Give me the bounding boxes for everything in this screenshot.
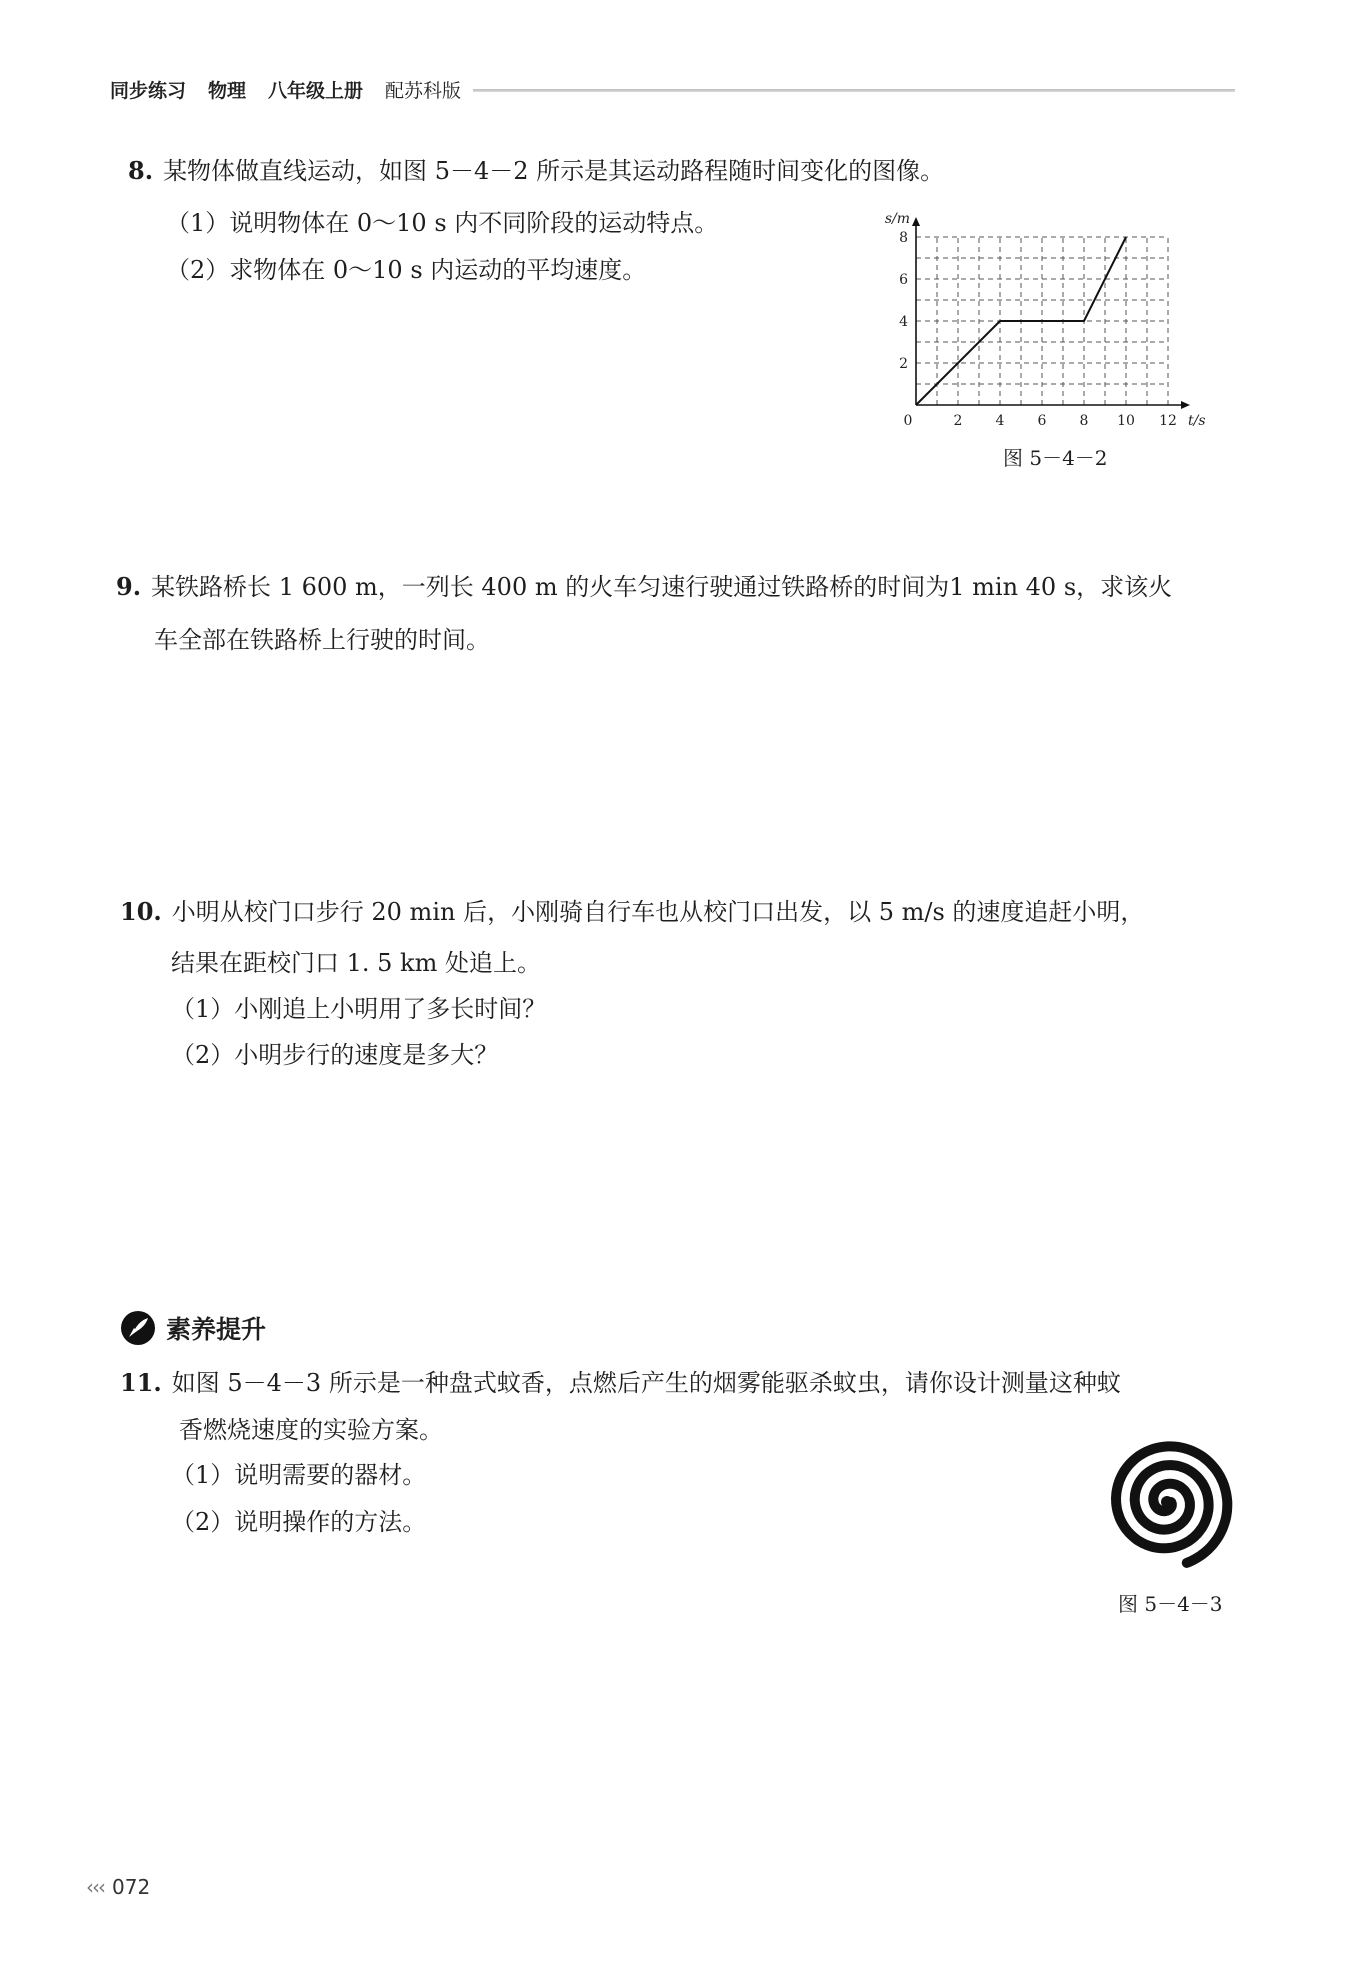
x-tick-label: 8 <box>1079 413 1089 429</box>
q11-line1 <box>120 1366 1121 1400</box>
mosquito-coil-spiral-icon <box>1095 1428 1251 1573</box>
x-axis-arrow <box>1181 401 1190 409</box>
y-tick-label: 8 <box>899 230 908 246</box>
q8-number: 8. <box>128 156 154 185</box>
q11-part2: （2）说明操作的方法。 <box>171 1508 427 1536</box>
q10-number: 10. <box>120 897 162 926</box>
header-edition: 配苏科版 <box>385 79 462 102</box>
x-tick-label: 2 <box>953 413 963 429</box>
x-tick-label: 6 <box>1037 413 1047 429</box>
page-header <box>110 74 1235 104</box>
q9-number: 9. <box>116 572 142 601</box>
q9-line1-text: 某铁路桥长 1 600 m，一列长 400 m 的火车匀速行驶通过铁路桥的时间为1 min 40 s，求该火 <box>151 573 1173 601</box>
section-heading <box>120 1310 266 1346</box>
x-tick-label: 0 <box>903 413 913 429</box>
q11-line2: 香燃烧速度的实验方案。 <box>179 1416 443 1444</box>
rocket-badge-icon <box>120 1310 156 1346</box>
y-tick-label: 2 <box>899 356 908 372</box>
figure-5-4-3-caption: 图 5－4－3 <box>1118 1592 1223 1616</box>
q11-number: 11. <box>120 1368 162 1397</box>
page-number: 072 <box>112 1875 151 1899</box>
x-axis-label: t/s <box>1188 413 1206 429</box>
q10-line1 <box>120 895 1144 929</box>
y-axis-arrow <box>912 217 920 226</box>
header-grade: 八年级上册 <box>268 79 364 102</box>
section-title: 素养提升 <box>166 1315 267 1344</box>
x-tick-label: 4 <box>995 413 1005 429</box>
x-tick-label: 12 <box>1159 413 1177 429</box>
q10-line1-text: 小明从校门口步行 20 min 后，小刚骑自行车也从校门口出发，以 5 m/s 的速度追赶小明， <box>171 898 1145 926</box>
x-tick-label: 10 <box>1117 413 1135 429</box>
y-tick-label: 6 <box>899 272 908 288</box>
q8-part2: （2）求物体在 0～10 s 内运动的平均速度。 <box>166 256 647 284</box>
q10-part1: （1）小刚追上小明用了多长时间？ <box>171 995 547 1023</box>
header-subject: 物理 <box>208 79 247 102</box>
header-book-title: 同步练习 <box>110 79 187 102</box>
q8-stem-text: 某物体做直线运动，如图 5－4－2 所示是其运动路程随时间变化的图像。 <box>163 157 945 185</box>
q10-line2: 结果在距校门口 1. 5 km 处追上。 <box>171 949 541 977</box>
q11-line1-text: 如图 5－4－3 所示是一种盘式蚊香，点燃后产生的烟雾能驱杀蚊虫，请你设计测量这种蚊 <box>171 1369 1121 1397</box>
footer-arrows: ‹‹‹ <box>86 1875 104 1899</box>
q11-part1: （1）说明需要的器材。 <box>171 1461 427 1489</box>
q10-part2: （2）小明步行的速度是多大？ <box>171 1041 499 1069</box>
y-tick-label: 4 <box>899 314 908 330</box>
y-axis-label: s/m <box>884 211 910 227</box>
q8-stem <box>128 154 944 188</box>
coil-center <box>1161 1496 1173 1508</box>
header-rule <box>473 89 1235 92</box>
q8-part1: （1）说明物体在 0～10 s 内不同阶段的运动特点。 <box>166 209 719 237</box>
figure-5-4-2-caption: 图 5－4－2 <box>1003 446 1108 470</box>
q9-line1 <box>116 570 1172 604</box>
q9-line2: 车全部在铁路桥上行驶的时间。 <box>154 626 490 654</box>
figure-5-4-2-chart <box>880 205 1220 430</box>
page-footer <box>86 1875 150 1899</box>
